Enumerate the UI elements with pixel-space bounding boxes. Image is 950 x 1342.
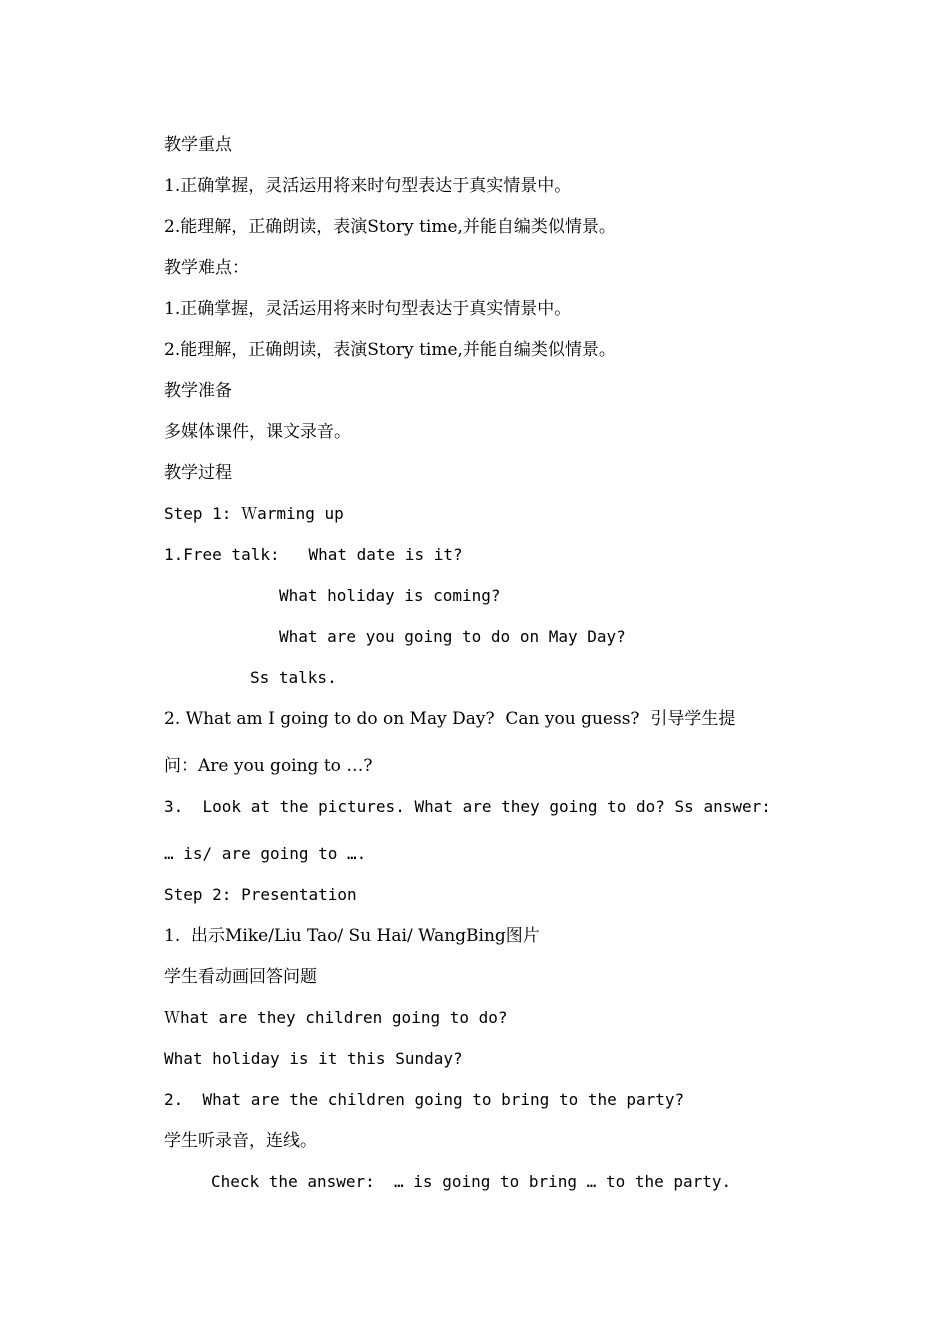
heading-teaching-preparation: 教学准备 <box>164 381 232 401</box>
step-1-item-3-continued: … is/ are going to …. <box>164 844 367 863</box>
free-talk-line: 1.Free talk: What date is it? <box>164 545 463 564</box>
listen-and-match: 学生听录音，连线。 <box>164 1131 317 1151</box>
free-talk-question-3: What are you going to do on May Day? <box>279 627 626 646</box>
step-1-item-2-continued: 问：Are you going to …? <box>164 756 373 776</box>
difficulty-item-2: 2.能理解，正确朗读，表演Story time,并能自编类似情景。 <box>164 340 616 360</box>
step-2-item-2: 2. What are the children going to bring to the party? <box>164 1090 685 1109</box>
heading-teaching-focus: 教学重点 <box>164 135 232 155</box>
heading-teaching-process: 教学过程 <box>164 463 232 483</box>
check-the-answer: Check the answer: … is going to bring … to the party. <box>211 1172 732 1191</box>
free-talk-question-2: What holiday is coming? <box>279 586 501 605</box>
ss-talks: Ss talks. <box>250 668 337 687</box>
preparation-text: 多媒体课件，课文录音。 <box>164 422 351 442</box>
heading-teaching-difficulty: 教学难点： <box>164 258 249 278</box>
question-what-holiday: What holiday is it this Sunday? <box>164 1049 463 1068</box>
step-2-item-1: 1. 出示Mike/Liu Tao/ Su Hai/ WangBing图片 <box>164 926 540 946</box>
step-1-item-2: 2. What am I going to do on May Day? Can you guess? 引导学生提 <box>164 709 736 729</box>
focus-item-1: 1.正确掌握，灵活运用将来时句型表达于真实情景中。 <box>164 176 572 196</box>
step-2-instruction: 学生看动画回答问题 <box>164 967 317 987</box>
focus-item-2: 2.能理解，正确朗读，表演Story time,并能自编类似情景。 <box>164 217 616 237</box>
step-1-item-3: 3. Look at the pictures. What are they going to do? Ss answer: <box>164 797 771 816</box>
difficulty-item-1: 1.正确掌握，灵活运用将来时句型表达于真实情景中。 <box>164 299 572 319</box>
step-2-heading: Step 2: Presentation <box>164 885 357 904</box>
step-1-heading: Step 1: Ｗarming up <box>164 504 344 523</box>
question-what-going-to-do: Ｗhat are they children going to do? <box>164 1008 508 1027</box>
